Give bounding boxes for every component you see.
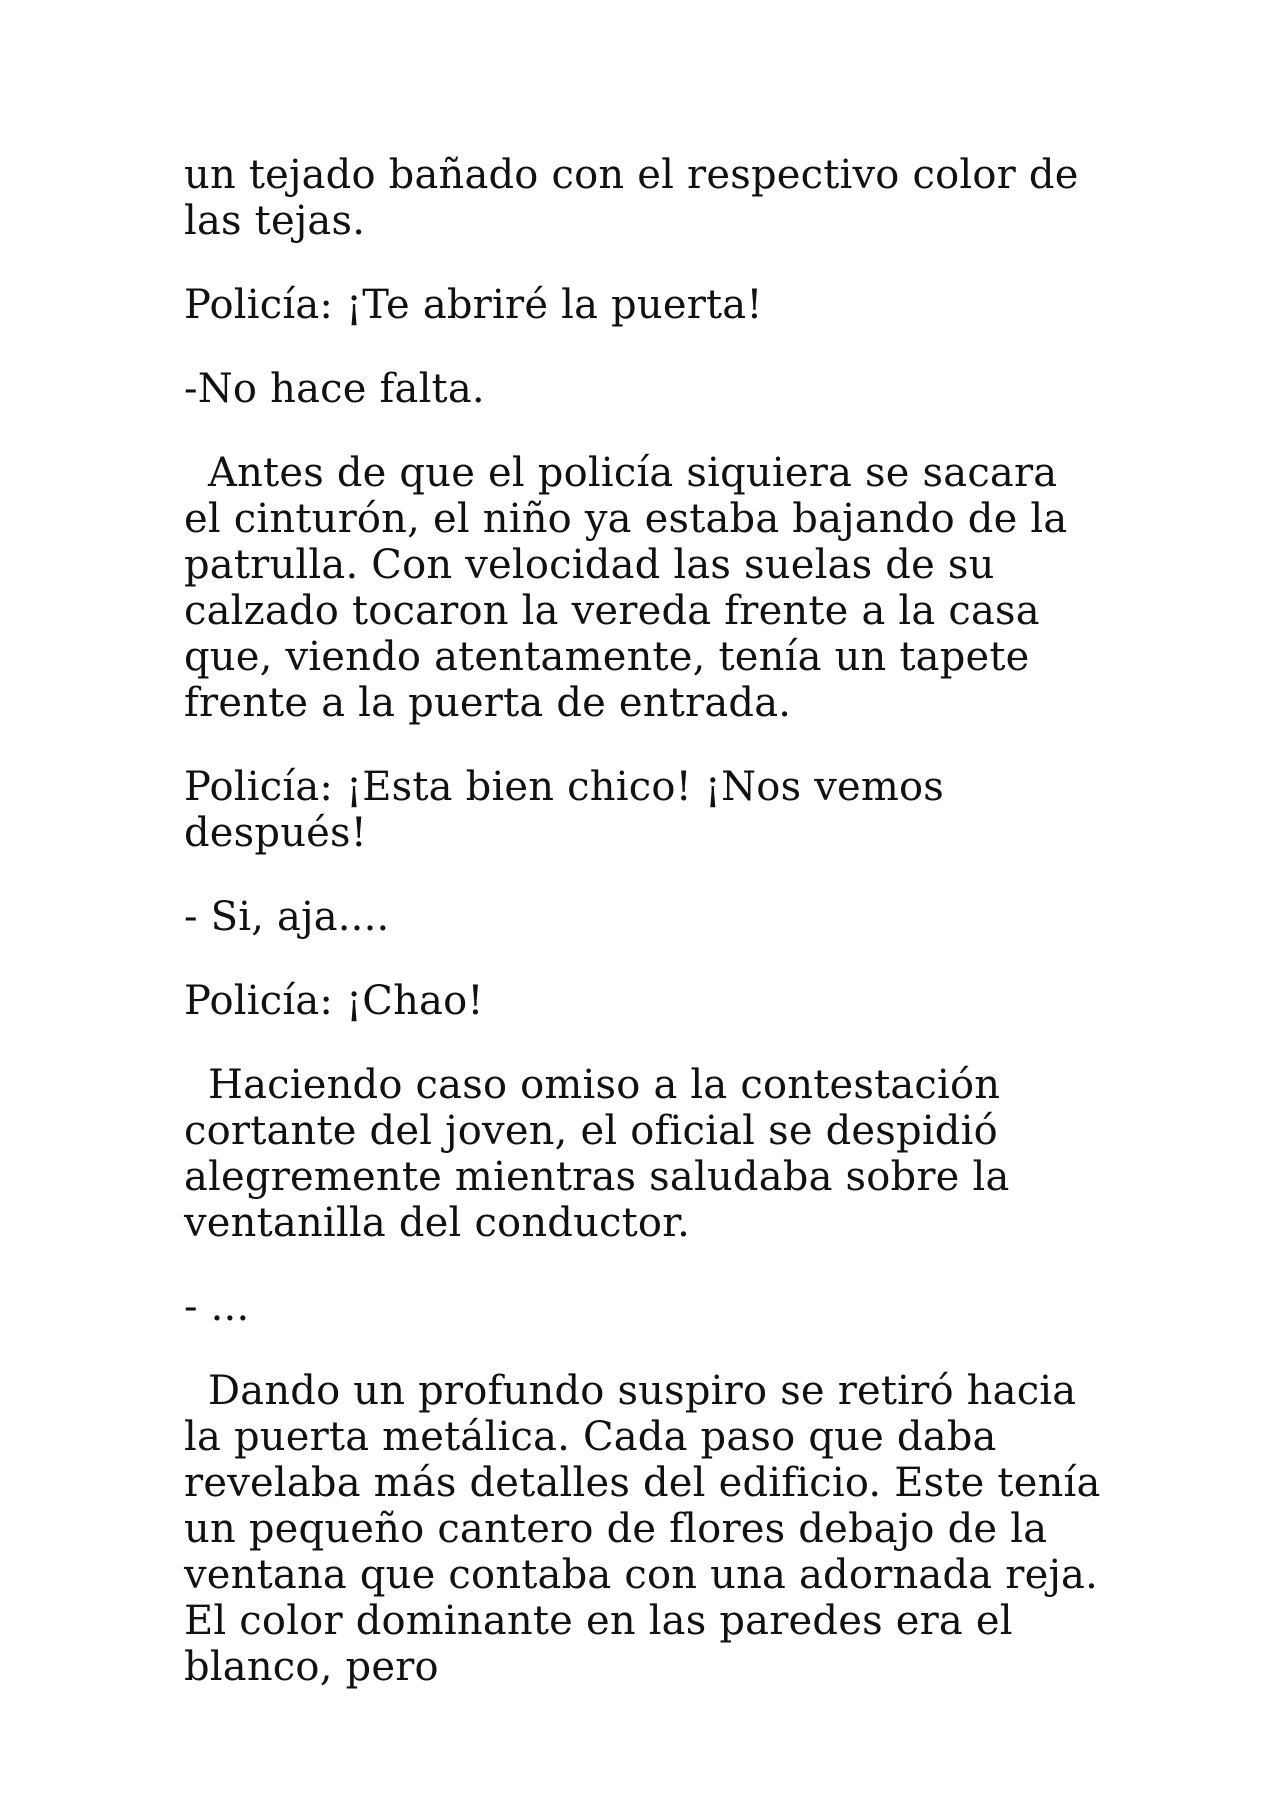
document-body: [184, 152, 1104, 1728]
dialogue-line: - Si, aja....: [184, 894, 390, 940]
paragraph: Dando un profundo suspiro se retiró hacia la puerta metálica. Cada paso que daba revelaba más detalles del edificio. Este tenía un pequeño cantero de flores debajo de la ventana que contaba con una adornada reja. El color dominante en las paredes era el blanco, pero: [184, 1368, 1101, 1690]
paragraph: Antes de que el policía siquiera se sacara el cinturón, el niño ya estaba bajando de la patrulla. Con velocidad las suelas de su calzado tocaron la vereda frente a la casa que, viendo atentamente, tenía un tapete frente a la puerta de entrada.: [184, 450, 1068, 726]
dialogue-line: Policía: ¡Chao!: [184, 978, 484, 1024]
dialogue-line: Policía: ¡Esta bien chico! ¡Nos vemos después!: [184, 764, 945, 856]
paragraph: Haciendo caso omiso a la contestación cortante del joven, el oficial se despidió alegremente mientras saludaba sobre la ventanilla del conductor.: [184, 1062, 1010, 1246]
dialogue-line: - ...: [184, 1284, 250, 1330]
dialogue-line: Policía: ¡Te abriré la puerta!: [184, 282, 763, 328]
dialogue-line: -No hace falta.: [184, 366, 485, 412]
paragraph: un tejado bañado con el respectivo color de las tejas.: [184, 152, 1079, 244]
